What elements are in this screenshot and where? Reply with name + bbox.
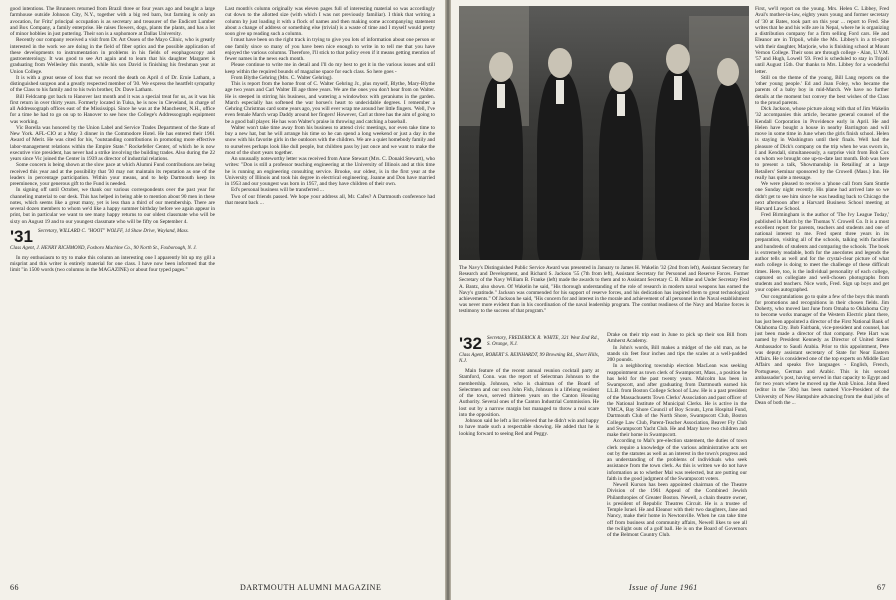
class-secretary: Secretary, WILLARD C. "HOOT" WOLFF, 14 Shaw Drive, Wayland, Mass. xyxy=(37,228,189,234)
paragraph: Ed's personal business will be transferred ... xyxy=(231,187,324,194)
right-column-1 xyxy=(459,332,599,562)
award-ceremony-photo xyxy=(459,6,749,260)
paragraph: Newell Kurson has been appointed chairman of the Theatre Division of the 1961 Appeal of the Combined Jewish Philanthropies of Greater Boston. Newell, a chain theatre owner, is president of Republic Theatres Circuit. He is a trustee of Temple Israel. He and Eleanor with their two daughters, Jane and Nancy, make their home in Newtonville. When he can take time off from business and community affairs, Newell likes to see all the twilight outs of a golf ball. He is on the Board of Governors of the Belmont Country Club. xyxy=(607,482,747,538)
paragraph: In a neighboring township election MacLean was seeking reappointment as town clerk of Swampscott, Mass., a position he has held for the past twenty years. Malcolm has been in Swampscott, and after graduating from Dartmouth earned his LL.B. from Boston College School of Law. He is a past president of the Massachusetts Town Clerks' Association and past officer of the National Institute of Municipal Clerks. He is active in the YMCA, Bay Shore Council of Boy Scouts, Lynn Hospital Fund, Dartmouth Club of the North Shore, Swampscott Club, Boston College Law Club, Parent-Teacher Association, Beaver Fly Club and Swampscott Yacht Club. He and Mary have two children and make their home in Swampscott. xyxy=(607,363,747,438)
issue-label: Issue of June 1961 xyxy=(629,583,698,592)
class-year: '31 xyxy=(10,226,33,246)
paragraph: This is report from the home front of C. Walter Gehring Jr., plus myself, Blythe, Mary-Blythe age two years and Carl Walter III age three years. We are the ones you don't hear from on Walter. He is steeped in stirring his business, and watering a windowbox with geraniums in the garden. March especially has softened the war horses's heart to undecidable degrees. I remember a Gehring Christmas card some years ago, you will ever wrap me around her little fingers. 'Well, I've even female March wrap Daddy around her fingers! However, Carl at three has the aim of going to be a good ball player. He has won Walter's praise in throwing and catching a baseball. xyxy=(225,81,435,125)
class-secretary: Secretary, FREDERICK R. WHITE, 321 West End Rd., S. Orange, N.J. xyxy=(486,336,599,347)
paragraph: From Blythe Gehring (Mrs. C. Walter Gehring). xyxy=(231,74,333,81)
page-number-right: 67 xyxy=(877,583,886,592)
class-agent: Class Agent, J. HENRY RICHMOND, Foxboro Machine Co., 90 North St., Foxborough, N. J. xyxy=(10,245,197,251)
paragraph: Last month's column originally was eleven pages full of interesting material so was accordingly cut down to the allotted size (with which I was not previously familiar). I think that writing a column by just loading it with a flock of names and then making some accompanying statement about a change of address or something else (trivial) is a waste of time and I myself would pretty soon give up reading such a column. xyxy=(225,6,435,37)
page-number-left: 66 xyxy=(10,583,19,592)
right-column-3 xyxy=(755,6,889,562)
paragraph: Main feature of the recent annual reunion cocktail party at Stamford, Conn. was the report of Selectman Johnson to the membership. Johnson, who is chairman of the Board of Selectmen and our own John Fish, Johnson is a lifelong resident of the town, served thirteen years on the Canton Housing Authority. Several ones of the Canton Industrial Commission. He lost out by a narrow margin but managed to throw a real scare into the opposition. xyxy=(459,368,599,418)
paragraph: Fred Birmingham is the author of 'The Ivy League Today,' published in March by the Thomas Y. Crowell Co. It is a most excellent report for parents, teachers and students and one of national interest to me. Fred spent three years in its preparation, visiting all of the schools, talking with faculties and hundreds of students and comparing the schools. The book is extremely readable, both for the anecdotes and legends the author tells as well and for the crystal-clear picture of what each college is doing to meet the challenge of these difficult times. Here, too, is the individual personality of each college, captured on collegiate and well-chosen photographs from students and teachers. Nice work, Fred. Sign up boys and get your copies autographed. xyxy=(755,212,889,294)
paragraph: In my enthusiasm to try to make this column an interesting one I apparently bit up my gill a misprint and this writer is entirely material for one class. I have now been informed that the limit "in 1500 words (two columns in the MAGAZINE) or about four typed pages." xyxy=(10,254,215,274)
paragraph: An unusually noteworthy letter was received from Anne Stewart (Mrs. C. Donald Stewart), who writes: "Don is still a professor teaching engineering at the University of Illinois and at this time he is running an engineering consulting service. Brooke, our oldest, is in the first year at the University of Illinois and took his degree in electrical engineering. Joanne and Don have married in 1953 and our youngest was born in 1957, and they have children of their own. xyxy=(225,156,435,187)
paragraph: Recently our company received a visit from Dr. Art Ossen of the Mayo Clinic, who is greatly interested in the work we are doing in the field of fiber optics and the possible application of these developments to instrumentation in problems in his fields of esophagoscopy and gastroenterology. It was good to see Art again and to learn that his daughter Margaret is graduating from Wellesley this month, while his son David is finishing his freshman year at Union College. xyxy=(10,37,215,75)
paragraph: Bill Feldcamp got back to Hanover last month and it was a special treat for us, as it was his first return in over thirty years. Formerly located in Tulsa, he is now in Cleveland, in charge of all Addressograph offices east of the Mississippi. Since he was at the Manchester, N.H., office for a time he had to go on up to Hanover to see how the College's Addressograph equipment was working. xyxy=(10,93,215,125)
paragraph: I must have been on the right track in trying to give you lots of information about one person or one family since so many of you have been nice enough to write in to tell me that you have enjoyed the various columns. Therefore, I'll stick to that policy even if it means getting mention of fewer names in the news each month. xyxy=(225,37,435,62)
right-page xyxy=(451,0,896,600)
paragraph: Dick Jackson, whose picture along with that of Jim Wakelin '32 accompanies this article, became general counsel of the Kendall Corporation in Providence early in April. He and Helen have bought a house in nearby Barrington and will move in some time in June when the girls finish school. Helen is staying in Washington until their finals. Well had the pleasure of Dick's company on the trip when he was sworn in, I and Kendall, simultaneously, a surprise visit from Bob Cox on whom we brought one up-to-date last month. Bob was here to present a talk, 'Showmanship in Retailing' at a large Retailers' Seminar sponsored by the Crowell (Mass.) Inn. He really has quite a message. xyxy=(755,106,889,181)
paragraph: Some concern is being shown at the slow pace at which Alumni Fund contributions are being received this year and at the possibility that '30 may not maintain its reputation as one of the leaders in percentage participation. Within your means, and to help Dartmouth keep its preeminence, your generous gift to the Fund is needed. xyxy=(10,162,215,187)
paragraph: According to Mal's pre-election statement, the duties of town clerk require a knowledge of the various administrative acts set out by the statutes as well as an interest in the town's progress and an understanding of the problems of individuals who seek assistance from the town clerk. As this is written we do not have information as to whether Mal was reelected, but are putting our faith in the good judgment of the Swampscott voters. xyxy=(607,438,747,482)
paragraph: First, we'll report on the young. Mrs. Helen C. Libbey, Fred Aval's mother-in-law, eighty years young and former secretary of '30 at Bates, took part on this year ... report to Fred. She writes that he and his wife are in Nepal, where he is organizing a distribution company for a firm selling Ford cars. He and Eleanor are in Tripoli, while the Ms. Libbey's in a tri-sport with their daughter, Marjorie, who is finishing school at Mount Vernon College. Their sons are through college - Alan, U.V.M. '57 and Hugh, Lowell '59. Fred is scheduled to stay in Tripoli until August 15th. Our thanks to Mrs. Libbey for a wonderful letter. xyxy=(755,6,889,75)
paragraph: In signing off until October, we thank our various correspondents over the past year for channeling material to our desk. This has helped in being able to mention about 90 men in these notes, which seems like a great many, yet is less than a third of our membership. There are several dozen members to whom we'd like a happy summer birthday before we again appear in print, but in particular we want to see many happy returns to our oldest classmate who will be sixty on August 19 and to our youngest classmate who will be fifty on September 4. xyxy=(10,187,215,225)
paragraph: good intentions. The Brunners returned from Brazil three or four years ago and bought a large farmhouse outside Johnson City, N.Y., together with a big red barn, but farming is only an avocation, for Fritz' principal occupation is as secretary and treasurer of the Endicott Lumber and Box Company, a family enterprise. He raises flowers, dogs, plants the plants, and has a lot of minor hobbies in just puttering. Their son is a sophomore at Dallas University. xyxy=(10,6,215,37)
left-column-2 xyxy=(225,6,435,566)
paragraph: Vic Borella was honored by the Union Label and Service Trades Department of the State of New York. AFL-CIO at a May 3 dinner in the Commodore Hotel. He has entered their 1961 Award of Merit. He was cited for his, "outstanding contributions in promoting more effective labor-management relations within the Empire State." Rockefeller Center, of which he is now executive vice president, has never had a strike involving the building trades. Also during the 22 years since Vic joined the Center in 1939 as director of industrial relations. xyxy=(10,124,215,162)
paragraph: Our congratulations go to quite a few of the boys this month for promotions and recognitions in their chosen fields. Jim Doherty, who moved last June from Omaha to Oklahoma City to become works manager of the Western Electric plant there, has just been appointed a director of the First National Bank of Oklahoma City. Bob Fairbank, vice-president and counsel, has just been made a director of that company. Pete Hart was named by President Kennedy as Director of United States Ambassador to Saudi Arabia. Prior to this appointment, Pete was deputy assistant secretary of State for Near Eastern Affairs. He is considered one of the top experts on Middle East Affairs and speaks five languages - English, French, Portuguese, German and Arabic. This is his second ambassador's post, having served in that capacity to Egypt and for two years where he moved up the Arab Union. John Reed (editor in the '30s) has been named Vice-President of the University of New Hampshire advancing from the dual jobs of Dean of both the ... xyxy=(755,293,889,406)
paragraph: Two of our friends passed. We hope your address all, Mr. Cafes? A Dartmouth conference had that meant back ... xyxy=(225,193,435,206)
class-agent: Class Agent, ROBERT S. REINHARDT, 99 Browning Rd., Short Hills, N.J. xyxy=(459,353,599,364)
paragraph: Walter won't take time away from his business to attend civic meetings, nor even take time to buy a new hat, but he will arrange his time so he can spend a long weekend or just a day in the snow with his favorite girls in the outdoors with the children. We are a quiet homebody family and to ourselves perhaps look like dull people, but children pass by just once and we want to make the most of the short years together. xyxy=(225,124,435,156)
class-32-heading xyxy=(459,336,599,351)
left-column-1 xyxy=(10,6,215,600)
paragraph: In John's words, Bill makes a midget of the old man, as he stands six feet four inches and tips the scales at a well-padded 200 pounds. xyxy=(607,344,747,363)
paragraph: Still on the theme of the young, Bill Lang reports on the 'other young people.' Ed and Joan Foley, who became the parents of a baby boy in mid-March. We have no further details at the moment but convey the best wishes of the Class to the proud parents. xyxy=(755,74,889,106)
paragraph: We were pleased to receive a 'phone call from Sam Stuttle one Sunday night recently. His plane had arrived late so we didn't get to see him since he was heading back to Chicago the next afternoon after a Harvard Business School meeting at Harvard Law School. xyxy=(755,181,889,212)
paragraph: Please continue to write me in detail and I'll do my best to get it in the various issues and still keep within the required bounds of magazine space for each class. So here goes - xyxy=(225,62,435,75)
right-column-2 xyxy=(607,332,747,562)
paragraph: Johnson said he left a list relieved that he didn't win and happy to have made such a respectable showing. He added that he is looking forward to seeing Red and Peggy. xyxy=(459,418,599,437)
paragraph xyxy=(459,480,460,481)
paragraph: Drake on their trip east in June to pick up their son Bill from Amherst Academy. xyxy=(607,332,747,345)
left-page xyxy=(0,0,445,600)
paragraph: It is with a great sense of loss that we record the death on April 4 of Dr. Ernie Latham, a distinguished surgeon and a greatly respected member of '30. We express the heartfelt sympathy of the Class to his family and to his twin brother, Dr. Dave Latham. xyxy=(10,74,215,94)
photo-caption: The Navy's Distinguished Public Service Award was presented in January to James H. Wakelin '32 (2nd from left), Assistant Secretary for Research and Development, and Richard S. Jackson '55 (7th from left), Assistant Secretary for Personnel and Reserve Forces. Former Secretary of the Navy William B. Franke (left) made the awards to them and to Assistant Secretary C. B. Milne and Under Secretary Fred A. Bantz, also shown. Of Wakelin he said, "His thorough understanding of the role of research in modern naval weapons has earned the Navy's gratitude." Jackson was commended for his support of reserve forces, and his dedication has inspired them to great technological achievements." Of Jackson he said, "His concern for and interest in the morale and achievement of all personnel in the Naval establishment was never more evident than in his coordination of the naval leadership program. The combat readiness of the Navy and Marine forces is testimony to the success of that program." xyxy=(459,265,749,315)
class-31-heading xyxy=(10,226,215,246)
class-year: '32 xyxy=(459,334,482,353)
magazine-title: DARTMOUTH ALUMNI MAGAZINE xyxy=(240,583,382,592)
